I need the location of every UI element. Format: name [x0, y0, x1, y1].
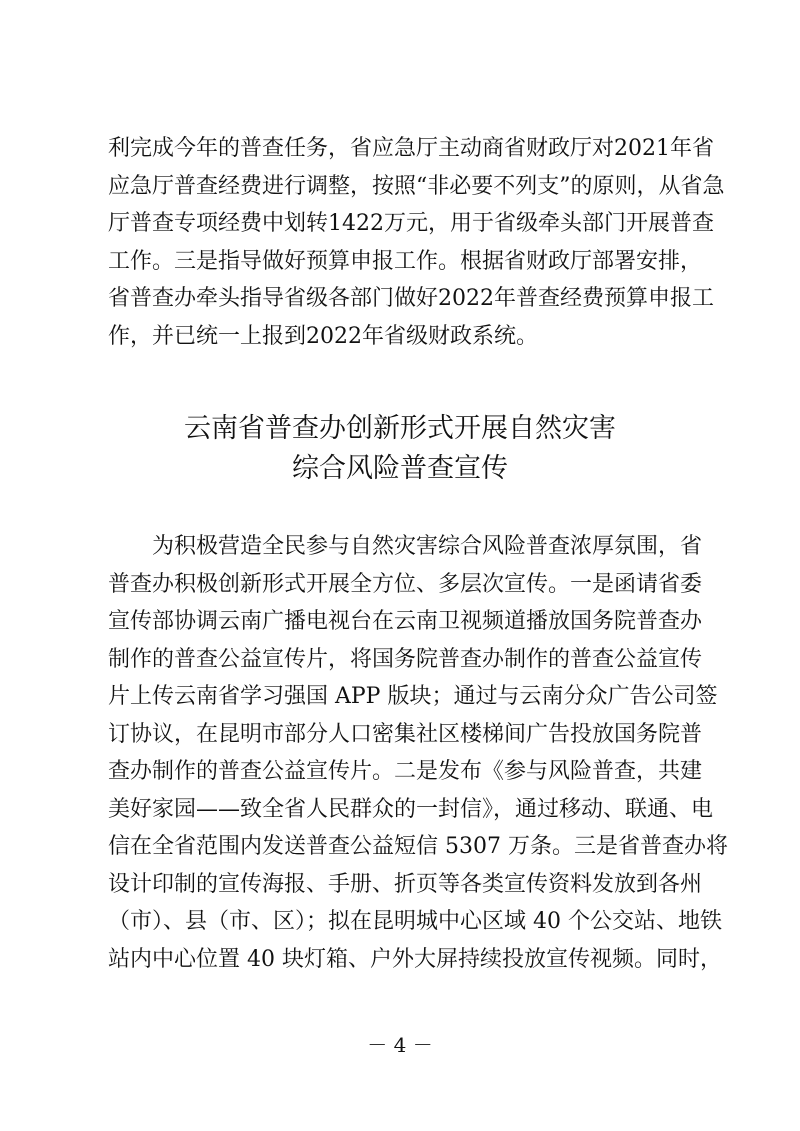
paragraph-line: 工作。三是指导做好预算申报工作。根据省财政厅部署安排， — [108, 248, 703, 274]
paragraph-budget-work — [108, 130, 725, 355]
paragraph-line: 设计印制的宣传海报、手册、折页等各类宣传资料发放到各州 — [108, 871, 703, 897]
paragraph-line: 制作的普查公益宣传片，将国务院普查办制作的普查公益宣传 — [108, 646, 703, 672]
paragraph-line: 片上传云南省学习强国 APP 版块；通过与云南分众广告公司签 — [108, 684, 718, 709]
paragraph-line: 宣传部协调云南广播电视台在云南卫视频道播放国务院普查办 — [108, 609, 703, 634]
paragraph-line: 信在全省范围内发送普查公益短信 5307 万条。三是省普查办将 — [108, 834, 728, 859]
paragraph-line: （市）、县（市、区）；拟在昆明城中心区域 40 个公交站、地铁 — [108, 909, 722, 934]
paragraph-line: 作，并已统一上报到2022年省级财政系统。 — [108, 323, 538, 349]
paragraph-line: 应急厅普查经费进行调整，按照“非必要不列支”的原则，从省急 — [108, 173, 725, 199]
paragraph-line-indented: 为积极营造全民参与自然灾害综合风险普查浓厚氛围，省 — [152, 534, 703, 559]
paragraph-line: 利完成今年的普查任务，省应急厅主动商省财政厅对2021年省 — [108, 136, 714, 161]
section-heading-line-1: 云南省普查办创新形式开展自然灾害 — [184, 413, 616, 444]
paragraph-line: 省普查办牵头指导省级各部门做好2022年普查经费预算申报工 — [108, 286, 714, 311]
paragraph-line: 美好家园——致全省人民群众的一封信》，通过移动、联通、电 — [108, 796, 714, 822]
paragraph-publicity — [108, 528, 728, 978]
paragraph-line: 站内中心位置 40 块灯箱、户外大屏持续投放宣传视频。同时， — [108, 946, 722, 972]
paragraph-line: 查办制作的普查公益宣传片。二是发布《参与风险普查，共建 — [108, 759, 703, 784]
paragraph-line: 普查办积极创新形式开展全方位、多层次宣传。一是函请省委 — [108, 571, 703, 597]
page-number: － 4 － — [367, 1033, 433, 1057]
paragraph-line: 厅普查专项经费中划转1422万元，用于省级牵头部门开展普查 — [108, 211, 714, 236]
section-heading-line-2: 综合风险普查宣传 — [292, 453, 508, 484]
paragraph-line: 订协议，在昆明市部分人口密集社区楼梯间广告投放国务院普 — [108, 721, 703, 747]
